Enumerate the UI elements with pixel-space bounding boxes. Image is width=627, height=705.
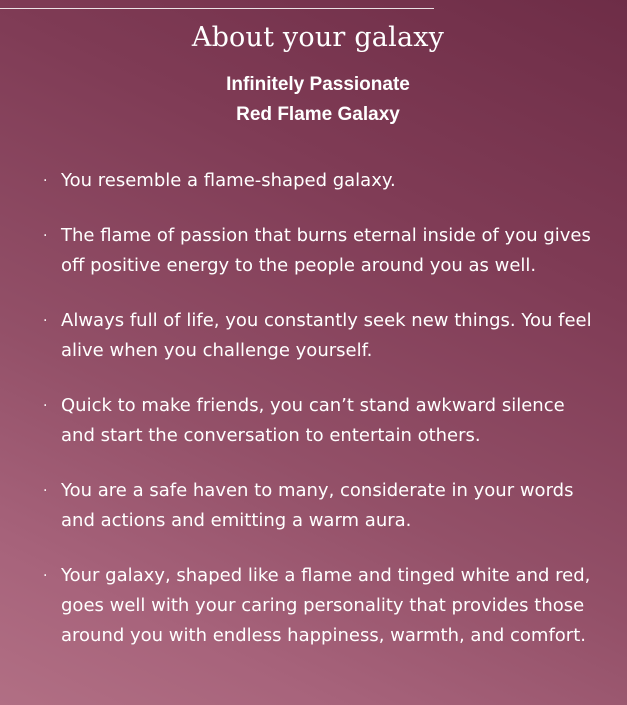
- trait-item-4: [42, 391, 602, 451]
- trait-text: You are a safe haven to many, considerate in your words and actions and emitting a warm aura.: [61, 480, 574, 531]
- trait-item-6: [42, 561, 602, 651]
- page-title: About your galaxy: [191, 22, 445, 53]
- bullet-icon: ·: [43, 173, 48, 189]
- trait-text: Quick to make friends, you can’t stand awkward silence and start the conversation to entertain others.: [61, 395, 565, 446]
- galaxy-name-line-2: Red Flame Galaxy: [236, 104, 400, 125]
- top-divider: [0, 8, 434, 9]
- trait-item-3: [42, 306, 602, 366]
- trait-item-1: [42, 166, 602, 196]
- bullet-icon: ·: [43, 398, 48, 414]
- trait-item-2: [42, 221, 602, 281]
- trait-text: Always full of life, you constantly seek new things. You feel alive when you challenge yourself.: [61, 310, 592, 361]
- trait-text: The flame of passion that burns eternal inside of you gives off positive energy to the people around you as well.: [61, 225, 591, 276]
- trait-list: [42, 166, 602, 676]
- trait-item-5: [42, 476, 602, 536]
- bullet-icon: ·: [43, 313, 48, 329]
- trait-text: Your galaxy, shaped like a flame and tinged white and red, goes well with your caring personality that provides those around you with endless happiness, warmth, and comfort.: [61, 565, 591, 646]
- trait-text: You resemble a flame-shaped galaxy.: [61, 170, 396, 191]
- galaxy-name-line-1: Infinitely Passionate: [226, 74, 410, 95]
- bullet-icon: ·: [43, 568, 48, 584]
- bullet-icon: ·: [43, 483, 48, 499]
- bullet-icon: ·: [43, 228, 48, 244]
